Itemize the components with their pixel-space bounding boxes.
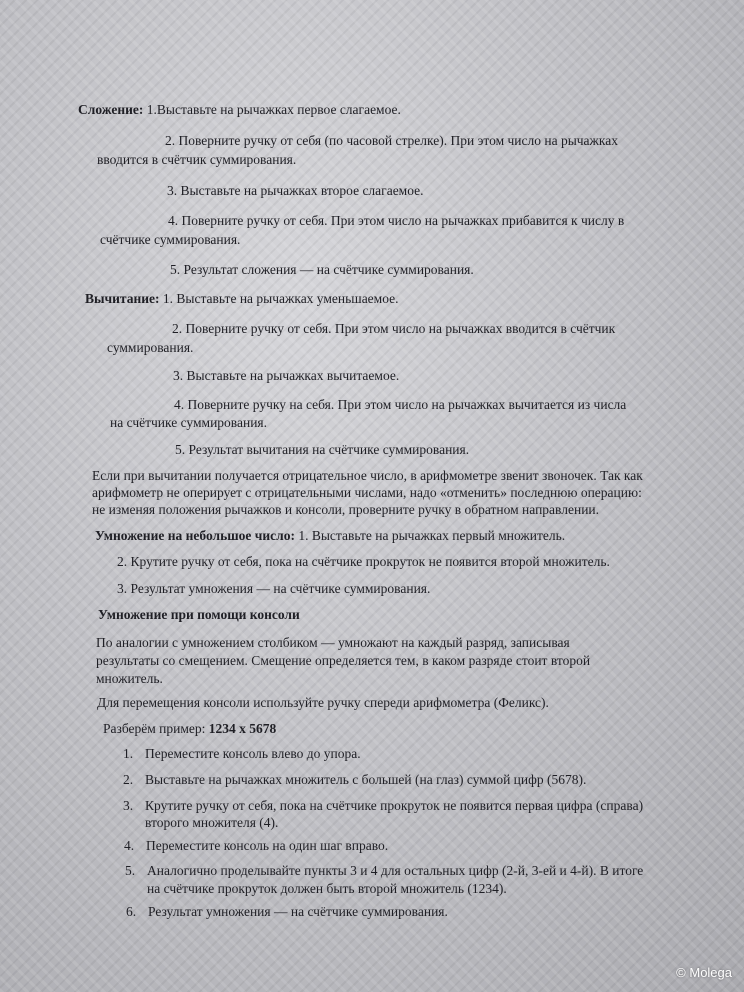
addition-step4-line1: 4. Поверните ручку от себя. При этом число на рычажках прибавится к числу в	[168, 213, 625, 228]
addition-step2-line2: вводится в счётчик суммирования.	[97, 152, 297, 167]
addition-step3: 3. Выставьте на рычажках второе слагаемое.	[167, 183, 424, 198]
subtraction-step5: 5. Результат вычитания на счётчике суммирования.	[175, 442, 470, 457]
small-mult-step1-line	[95, 527, 565, 545]
subtraction-step1: 1. Выставьте на рычажках уменьшаемое.	[162, 291, 399, 306]
subtraction-step4-line2: на счётчике суммирования.	[110, 415, 268, 430]
console-item	[124, 837, 388, 855]
addition-heading: Сложение:	[78, 102, 144, 117]
subtraction-heading: Вычитание:	[85, 291, 160, 306]
subtraction-step1-line	[85, 290, 399, 308]
negative-note-line1: Если при вычитании получается отрицательное число, в арифмометре звенит звоночек. Так как	[92, 468, 643, 483]
addition-step4-line2: счётчике суммирования.	[100, 232, 241, 247]
addition-step1: 1.Выставьте на рычажках первое слагаемое.	[146, 102, 401, 117]
console-item-text: на счётчике прокруток должен быть второй множитель (1234).	[147, 881, 507, 896]
console-mult-para1-line1: По аналогии с умножением столбиком — умножают на каждый разряд, записывая	[96, 635, 570, 650]
console-item	[123, 797, 643, 815]
console-item-number: 3.	[123, 798, 134, 813]
small-mult-step1: 1. Выставьте на рычажках первый множитель.	[298, 528, 566, 543]
console-item-text: Переместите консоль влево до упора.	[145, 746, 361, 761]
negative-note-line2: арифмометр не оперирует с отрицательными числами, надо «отменить» последнюю операцию:	[92, 485, 642, 500]
addition-step5: 5. Результат сложения — на счётчике суммирования.	[170, 262, 474, 277]
console-item-number: 4.	[124, 838, 135, 853]
small-mult-heading: Умножение на небольшое число:	[95, 528, 295, 543]
addition-step1-line	[78, 101, 401, 119]
subtraction-step2-line2: суммирования.	[107, 340, 194, 355]
addition-step2-line1: 2. Поверните ручку от себя (по часовой стрелке). При этом число на рычажках	[165, 133, 618, 148]
console-mult-para1-line3: множитель.	[96, 671, 163, 686]
console-item	[123, 814, 278, 832]
console-item-text: Аналогично проделывайте пункты 3 и 4 для остальных цифр (2-й, 3-ей и 4-й). В итоге	[147, 863, 644, 878]
example-value: 1234 х 5678	[208, 721, 277, 736]
console-item-number: 2.	[123, 772, 134, 787]
console-mult-para1-line2: результаты со смещением. Смещение определяется тем, в каком разряде стоит второй	[96, 653, 591, 668]
console-item	[123, 771, 586, 789]
console-item	[125, 862, 643, 880]
console-item-text: Выставьте на рычажках множитель с большей (на глаз) суммой цифр (5678).	[145, 772, 587, 787]
subtraction-step3: 3. Выставьте на рычажках вычитаемое.	[173, 368, 400, 383]
console-item-number: 6.	[126, 904, 137, 919]
console-mult-heading: Умножение при помощи консоли	[98, 607, 300, 622]
small-mult-step2: 2. Крутите ручку от себя, пока на счётчике прокруток не появится второй множитель.	[117, 554, 610, 569]
console-item-text: второго множителя (4).	[145, 815, 279, 830]
example-label: Разберём пример:	[103, 721, 206, 736]
small-mult-step3: 3. Результат умножения — на счётчике суммирования.	[117, 581, 431, 596]
photo-credit: © Molega	[676, 965, 732, 980]
console-item-number: 5.	[125, 863, 136, 878]
subtraction-step4-line1: 4. Поверните ручку на себя. При этом число на рычажках вычитается из числа	[174, 397, 627, 412]
console-item-text: Переместите консоль на один шаг вправо.	[146, 838, 389, 853]
console-item	[125, 880, 507, 898]
console-mult-para2: Для перемещения консоли используйте ручку спереди арифмометра (Феликс).	[97, 695, 549, 710]
console-item-text: Крутите ручку от себя, пока на счётчике прокруток не появится первая цифра (справа)	[145, 798, 644, 813]
console-item	[126, 903, 448, 921]
console-item	[123, 745, 361, 763]
console-item-text: Результат умножения — на счётчике суммирования.	[148, 904, 448, 919]
console-item-number: 1.	[123, 746, 134, 761]
subtraction-step2-line1: 2. Поверните ручку от себя. При этом число на рычажках вводится в счётчик	[172, 321, 616, 336]
console-mult-example	[103, 720, 276, 738]
negative-note-line3: не изменяя положения рычажков и консоли, проверните ручку в обратном направлении.	[92, 502, 600, 517]
